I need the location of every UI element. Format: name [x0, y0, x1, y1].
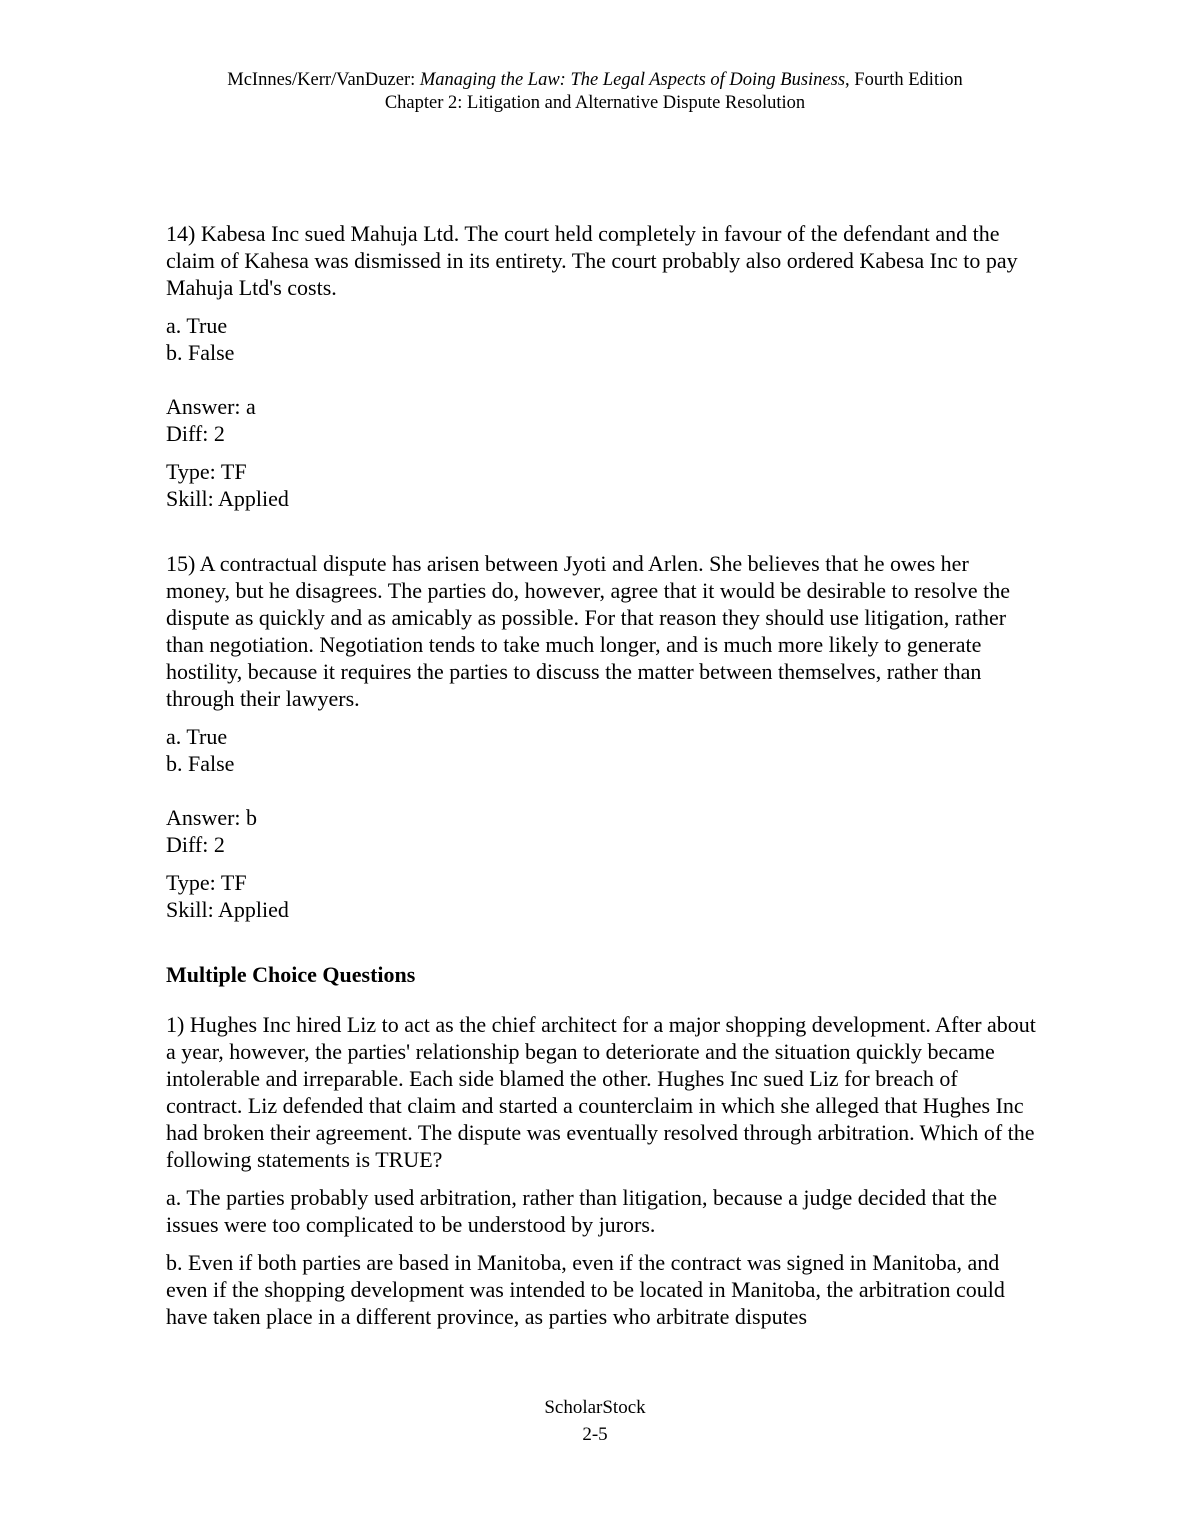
- page-content: [166, 220, 1036, 1330]
- question-15: [166, 550, 1036, 923]
- question-text: 15) A contractual dispute has arisen between Jyoti and Arlen. She believes that he owes her money, but he disagrees. The parties do, however, agree that it would be desirable to resolve the dispute as quickly and as amicably as possible. For that reason they should use litigation, rather than negotiation. Negotiation tends to take much longer, and is much more likely to generate hostility, because it requires the parties to discuss the matter between themselves, rather than through their lawyers.: [166, 551, 1011, 711]
- question-text: 1) Hughes Inc hired Liz to act as the chief architect for a major shopping development. After about a year, however, the parties' relationship began to deteriorate and the situation quickly became intolerable and irreparable. Each side blamed the other. Hughes Inc sued Liz for breach of contract. Liz defended that claim and started a counterclaim in which she alleged that Hughes Inc had broken their agreement. The dispute was eventually resolved through arbitration. Which of the following statements is TRUE?: [166, 1012, 1036, 1172]
- header-line-1: [0, 69, 1190, 92]
- header-book-title: Managing the Law: The Legal Aspects of Doing Business: [419, 70, 846, 90]
- difficulty: Diff: 2: [166, 832, 225, 857]
- section-title: Multiple Choice Questions: [166, 962, 416, 987]
- option-b: b. Even if both parties are based in Manitoba, even if the contract was signed in Manitoba, and even if the shopping development was intended to be located in Manitoba, the arbitration could have taken place in a different province, as parties who arbitrate disputes: [166, 1250, 1005, 1329]
- page-header: [0, 69, 1190, 115]
- option-b: b. False: [166, 751, 235, 776]
- question-type: Type: TF: [166, 459, 247, 484]
- difficulty: Diff: 2: [166, 421, 225, 446]
- skill: Skill: Applied: [166, 486, 289, 511]
- answer: Answer: b: [166, 805, 258, 830]
- answer-block: [166, 804, 1036, 858]
- question-options: [166, 723, 1036, 777]
- answer: Answer: a: [166, 394, 256, 419]
- page-footer: [0, 1394, 1190, 1448]
- page-number: 2-5: [582, 1424, 608, 1445]
- header-chapter: Chapter 2: Litigation and Alternative Dispute Resolution: [384, 93, 806, 113]
- question-type: Type: TF: [166, 870, 247, 895]
- answer-block: [166, 393, 1036, 447]
- type-block: [166, 869, 1036, 923]
- option-b: b. False: [166, 340, 235, 365]
- option-a: a. True: [166, 313, 228, 338]
- header-authors: McInnes/Kerr/VanDuzer:: [227, 70, 420, 90]
- option-a: a. True: [166, 724, 228, 749]
- footer-brand: ScholarStock: [544, 1397, 646, 1418]
- mc-question-1: [166, 1011, 1036, 1330]
- question-options: [166, 312, 1036, 366]
- question-text: 14) Kabesa Inc sued Mahuja Ltd. The court held completely in favour of the defendant and the claim of Kahesa was dismissed in its entirety. The court probably also ordered Kabesa Inc to pay Mahuja Ltd's costs.: [166, 221, 1018, 300]
- header-edition: , Fourth Edition: [845, 70, 963, 90]
- question-14: [166, 220, 1036, 512]
- option-a: a. The parties probably used arbitration, rather than litigation, because a judge decided that the issues were too complicated to be understood by jurors.: [166, 1185, 998, 1237]
- type-block: [166, 458, 1036, 512]
- skill: Skill: Applied: [166, 897, 289, 922]
